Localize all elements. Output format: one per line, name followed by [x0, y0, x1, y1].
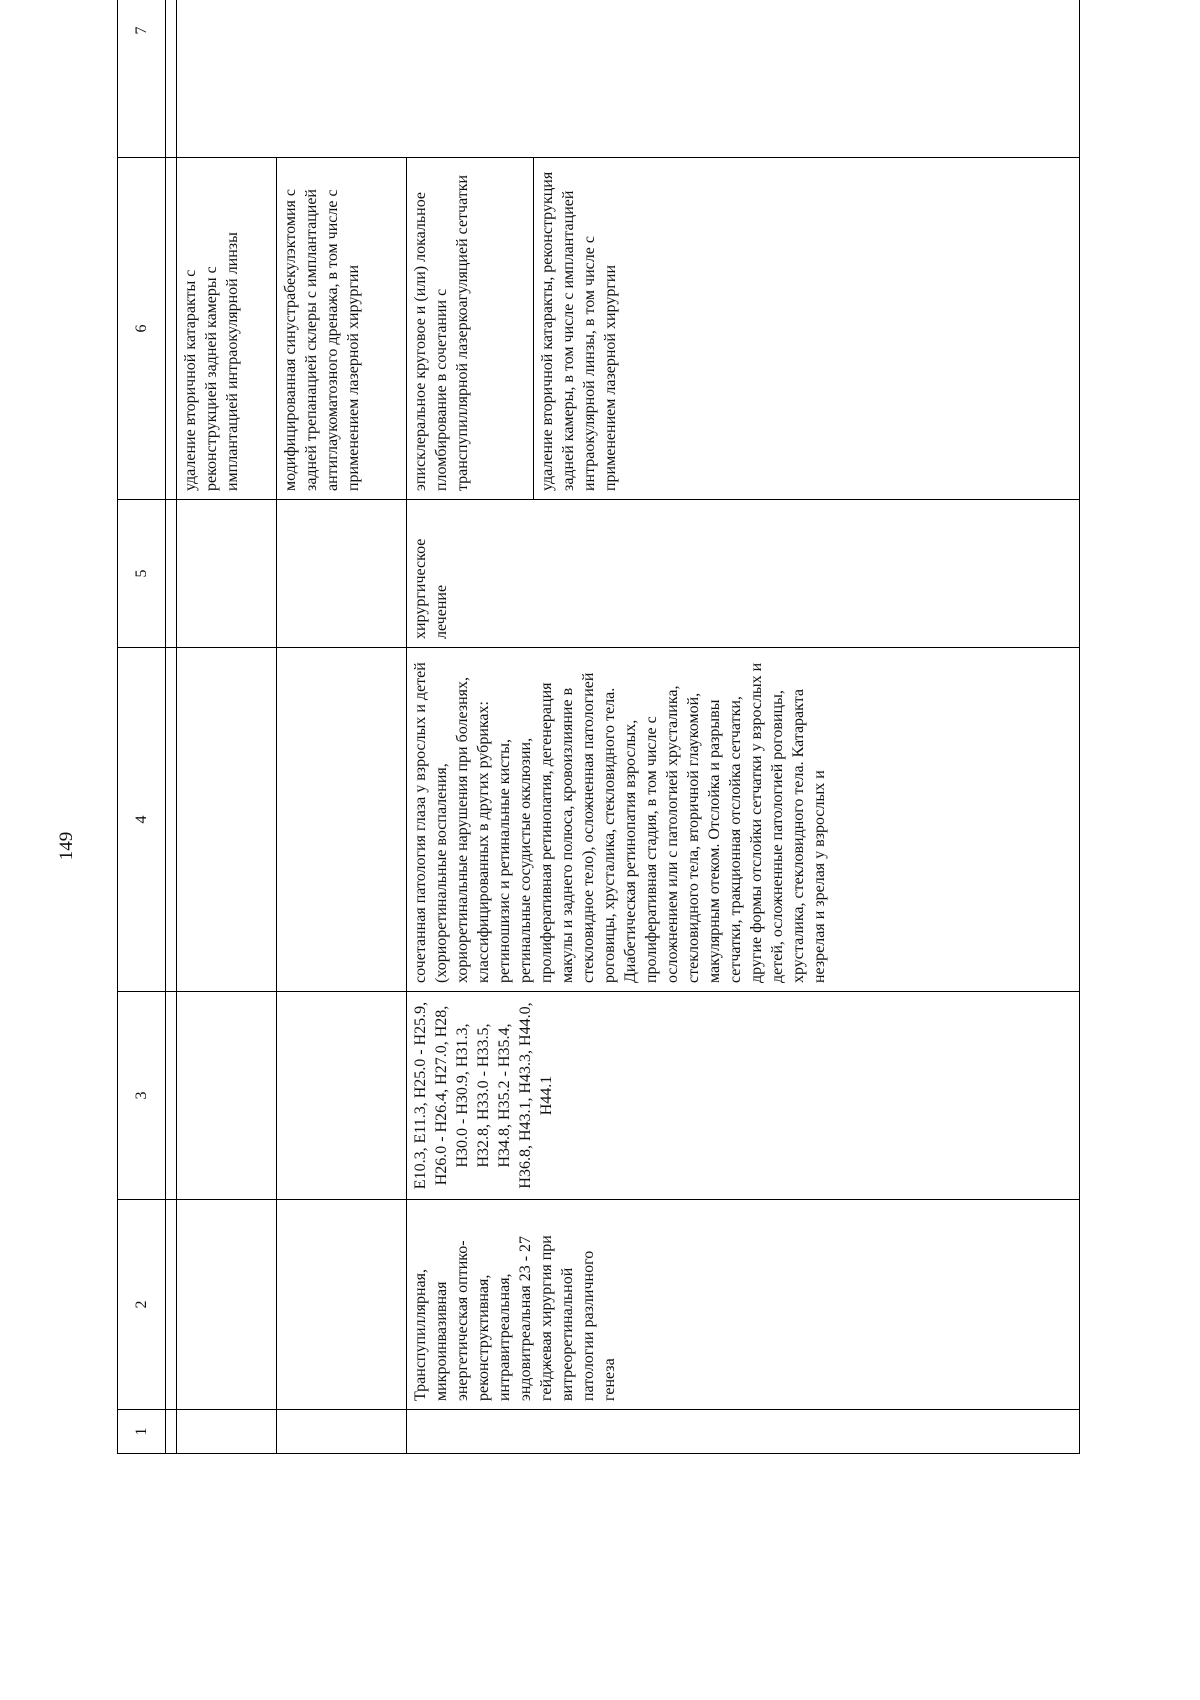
- empty-cell: [177, 648, 277, 992]
- column-number: 6: [118, 158, 166, 500]
- column-number: 2: [118, 1200, 166, 1410]
- method-cell: удаление вторичной катаракты с реконструкцией задней камеры с имплантацией интраокулярной линзы: [177, 158, 277, 500]
- empty-cell: [166, 500, 177, 648]
- empty-cell: [177, 992, 277, 1200]
- empty-cell: [277, 992, 407, 1200]
- table-row: [177, 0, 277, 1454]
- empty-cell: [166, 992, 177, 1200]
- method-cell: эписклеральное круговое и (или) локальное пломбирование в сочетании с транспупиллярной лазеркоагуляцией сетчатки: [407, 158, 534, 500]
- table-row: [407, 0, 534, 1454]
- rotated-page-content: [117, 0, 1079, 1454]
- empty-cell: [166, 1410, 177, 1454]
- empty-cell: [277, 1410, 407, 1454]
- empty-cell: [177, 1200, 277, 1410]
- empty-cell: [277, 500, 407, 648]
- empty-cell: [166, 158, 177, 500]
- icd-codes: E10.3, E11.3, H25.0 - H25.9, H26.0 - H26.4, H27.0, H28, H30.0 - H30.9, H31.3, H32.8, H33.0 - H33.5, H34.8, H35.2 - H35.4, H36.8, H43.1, H43.3, H44.0, H44.1: [407, 992, 1080, 1200]
- table-row: [277, 0, 407, 1454]
- column-number: 5: [118, 500, 166, 648]
- column-number: 3: [118, 992, 166, 1200]
- empty-cell: [177, 1410, 277, 1454]
- empty-cell: [166, 0, 177, 158]
- patient-model: сочетанная патология глаза у взрослых и детей (хориоретинальные воспаления, хориоретинальные нарушения при болезнях, классифицированных в других рубриках: ретиношизис и ретинальные кисты, ретинальные сосудистые окклюзии, пролиферативная ретинопатия, дегенерация макулы и заднего полюса, кровоизлияние в стекловидное тело), осложненная патологией роговицы, хрусталика, стекловидного тела. Диабетическая ретинопатия взрослых, пролиферативная стадия, в том числе с осложнением или с патологией хрусталика, стекловидного тела, вторичной глаукомой, макулярным отеком. Отслойка и разрывы сетчатки, тракционная отслойка сетчатки, другие формы отслойки сетчатки у взрослых и детей, осложненные патологией роговицы, хрусталика, стекловидного тела. Катаракта незрелая и зрелая у взрослых и: [407, 648, 1080, 992]
- empty-cell: [166, 648, 177, 992]
- medical-procedures-table: [117, 0, 1080, 1454]
- treatment-type: хирургическое лечение: [407, 500, 1080, 648]
- column-number-row: [118, 0, 166, 1454]
- method-cell: модифицированная синустрабекулэктомия с задней трепанацией склеры с имплантацией антиглаукоматозного дренажа, в том числе с применением лазерной хирургии: [277, 158, 407, 500]
- page-number: 149: [56, 831, 77, 861]
- column-number: 4: [118, 648, 166, 992]
- method-cell: удаление вторичной катаракты, реконструкция задней камеры, в том числе с имплантацией интраокулярной линзы, в том числе с применением лазерной хирургии: [534, 158, 1080, 500]
- column-number: 1: [118, 1410, 166, 1454]
- empty-cell: [177, 0, 1080, 158]
- spacer-row: [166, 0, 177, 1454]
- empty-cell: [277, 1200, 407, 1410]
- empty-cell: [407, 1410, 1080, 1454]
- treatment-group-name: Транспупиллярная, микроинвазивная энергетическая оптико-реконструктивная, интравитреальная, эндовитреальная 23 - 27 гейджевая хирургия при витреоретинальной патологии различного генеза: [407, 1200, 1080, 1410]
- column-number: 7: [118, 0, 166, 158]
- empty-cell: [277, 648, 407, 992]
- empty-cell: [166, 1200, 177, 1410]
- empty-cell: [177, 500, 277, 648]
